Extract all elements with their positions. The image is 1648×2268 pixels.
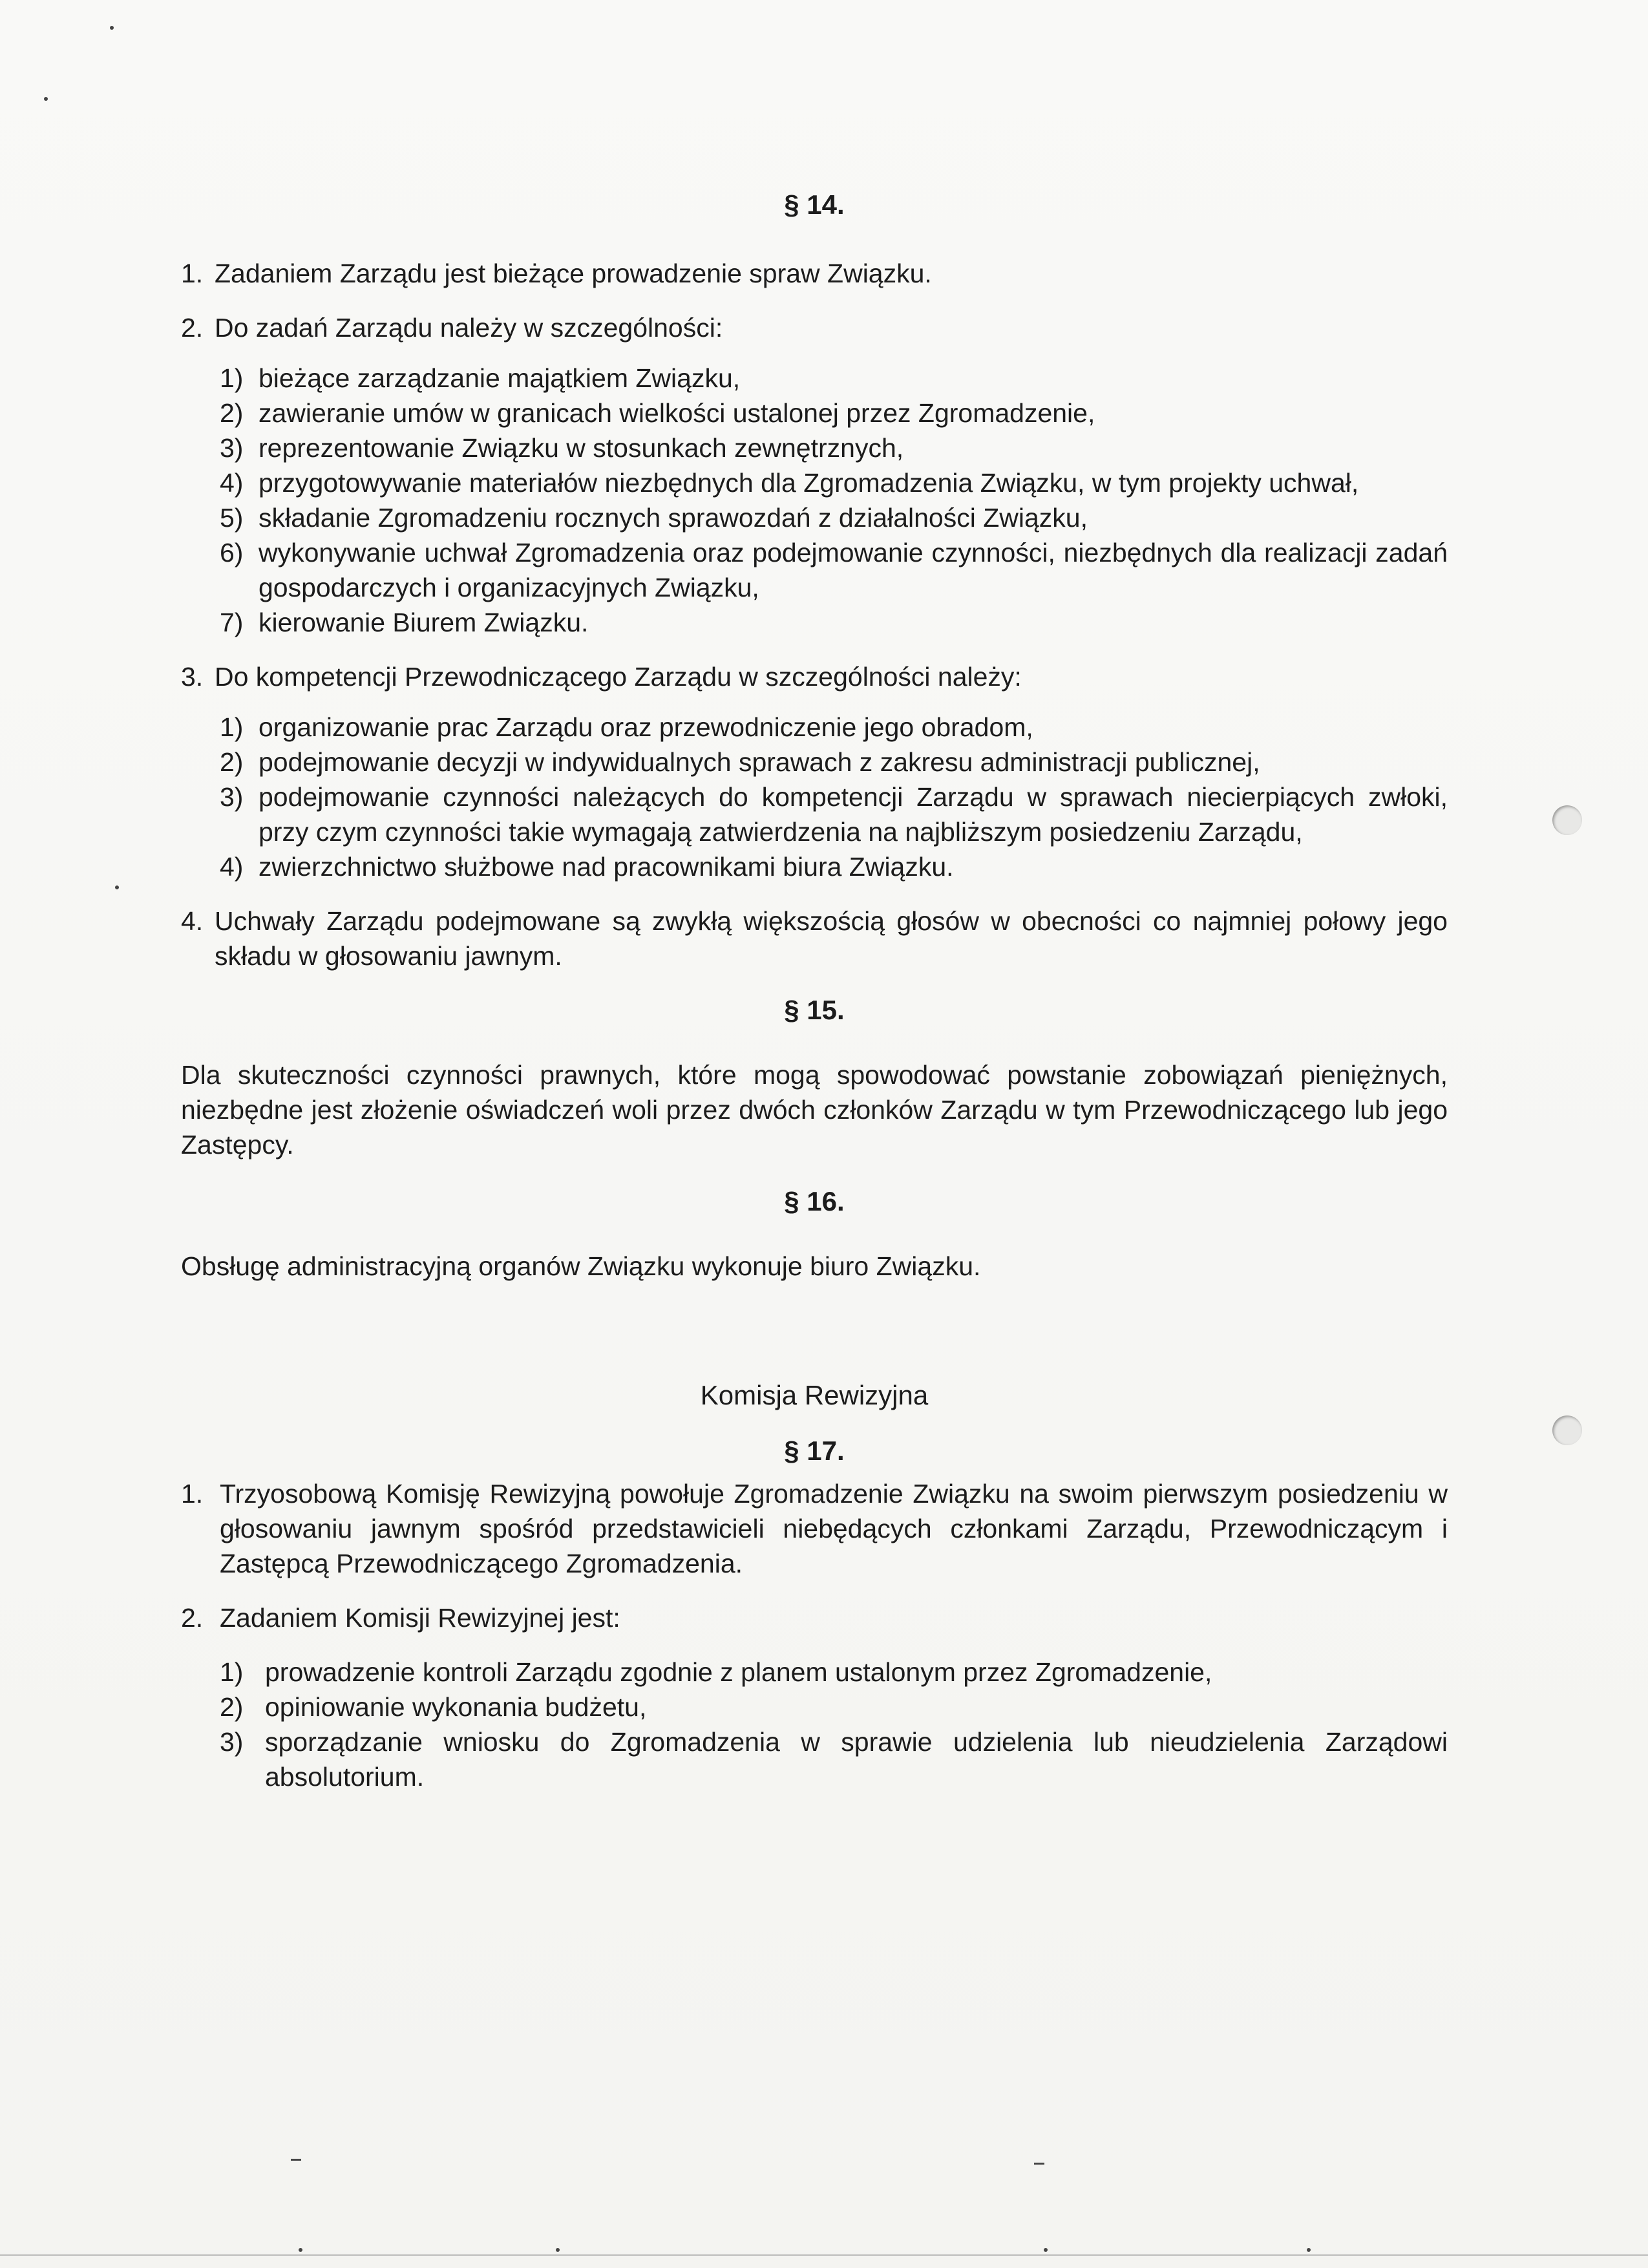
list-item	[181, 535, 1448, 605]
paragraph-number: 4.	[181, 906, 204, 936]
list-item	[181, 430, 1448, 465]
item-text: zawieranie umów w granicach wielkości ustalonej przez Zgromadzenie,	[259, 398, 1095, 428]
item-number: 5)	[220, 503, 244, 533]
section-15-heading: § 15.	[784, 995, 845, 1025]
item-number: 1)	[220, 363, 244, 393]
item-text: podejmowanie czynności należących do kompetencji Zarządu w sprawach niecierpiących zwłoki, przy czym czynności takie wymagają zatwierdzenia na najbliższym posiedzeniu Zarządu,	[259, 782, 1448, 847]
paragraph-text: Trzyosobową Komisję Rewizyjną powołuje Zgromadzenie Związku na swoim pierwszym posiedzeniu w głosowaniu jawnym spośród przedstawicieli niebędących członkami Zarządu, Przewodniczącym i Zastępcą Przewodniczącego Zgromadzenia.	[220, 1479, 1448, 1578]
list-item	[181, 605, 1448, 640]
item-number: 1)	[220, 1657, 244, 1687]
s17-paragraph-2	[181, 1600, 1448, 1635]
item-number: 2)	[220, 747, 244, 777]
paragraph-text: Uchwały Zarządu podejmowane są zwykłą większością głosów w obecności co najmniej połowy jego składu w głosowaniu jawnym.	[215, 906, 1448, 971]
s14-paragraph-4	[181, 904, 1448, 973]
item-number: 2)	[220, 1692, 244, 1722]
s16-paragraph: Obsługę administracyjną organów Związku wykonuje biuro Związku.	[181, 1251, 981, 1281]
punch-hole-lower	[1552, 1415, 1582, 1445]
s17-paragraph-1	[181, 1476, 1448, 1581]
list-item	[181, 1690, 1448, 1724]
scan-edge	[0, 2254, 1648, 2256]
list-item	[181, 1724, 1448, 1794]
paragraph-number: 2.	[181, 1603, 204, 1633]
scan-mark	[291, 2159, 301, 2161]
paragraph-number: 1.	[181, 1479, 204, 1509]
section-17-heading: § 17.	[784, 1436, 845, 1466]
punch-hole-upper	[1552, 805, 1582, 835]
s14-paragraph-3	[181, 659, 1448, 694]
item-number: 3)	[220, 433, 244, 463]
item-text: opiniowanie wykonania budżetu,	[265, 1692, 647, 1722]
section-16-heading: § 16.	[784, 1186, 845, 1216]
list-item	[181, 710, 1448, 745]
item-text: przygotowywanie materiałów niezbędnych dla Zgromadzenia Związku, w tym projekty uchwał,	[259, 468, 1359, 498]
s17-p2-list	[181, 1655, 1448, 1794]
item-text: kierowanie Biurem Związku.	[259, 608, 589, 637]
item-text: wykonywanie uchwał Zgromadzenia oraz podejmowanie czynności, niezbędnych dla realizacji zadań gospodarczych i organizacyjnych Związku,	[259, 538, 1448, 602]
paragraph-text: Do kompetencji Przewodniczącego Zarządu w szczególności należy:	[215, 662, 1022, 692]
item-text: reprezentowanie Związku w stosunkach zewnętrznych,	[259, 433, 904, 463]
list-item	[181, 396, 1448, 430]
item-number: 3)	[220, 782, 244, 812]
list-item	[181, 1655, 1448, 1690]
scan-mark	[1034, 2163, 1044, 2165]
item-text: składanie Zgromadzeniu rocznych sprawozdań z działalności Związku,	[259, 503, 1088, 533]
list-item	[181, 745, 1448, 779]
item-number: 1)	[220, 712, 244, 742]
paragraph-number: 1.	[181, 259, 204, 288]
s14-paragraph-2	[181, 310, 1448, 345]
list-item	[181, 500, 1448, 535]
scan-speck	[299, 2248, 302, 2252]
scan-speck	[1044, 2248, 1048, 2252]
scan-speck	[44, 97, 48, 101]
paragraph-text: Do zadań Zarządu należy w szczególności:	[215, 313, 723, 343]
item-text: podejmowanie decyzji w indywidualnych sprawach z zakresu administracji publicznej,	[259, 747, 1260, 777]
scan-speck	[110, 26, 114, 30]
document-body	[181, 187, 1448, 1794]
list-item	[181, 465, 1448, 500]
item-number: 3)	[220, 1727, 244, 1757]
item-text: bieżące zarządzanie majątkiem Związku,	[259, 363, 741, 393]
scan-speck	[556, 2248, 560, 2252]
section-14-heading: § 14.	[784, 189, 845, 220]
chapter-title: Komisja Rewizyjna	[700, 1380, 929, 1410]
s14-p3-list	[181, 710, 1448, 884]
item-text: zwierzchnictwo służbowe nad pracownikami biura Związku.	[259, 852, 954, 882]
item-number: 4)	[220, 852, 244, 882]
paragraph-text: Zadaniem Komisji Rewizyjnej jest:	[220, 1603, 620, 1633]
s14-p2-list	[181, 361, 1448, 640]
paragraph-number: 3.	[181, 662, 204, 692]
list-item	[181, 779, 1448, 849]
list-item	[181, 849, 1448, 884]
item-text: prowadzenie kontroli Zarządu zgodnie z planem ustalonym przez Zgromadzenie,	[265, 1657, 1212, 1687]
paragraph-number: 2.	[181, 313, 204, 343]
list-item	[181, 361, 1448, 396]
item-number: 4)	[220, 468, 244, 498]
scan-speck	[115, 885, 119, 889]
item-number: 6)	[220, 538, 244, 567]
item-number: 2)	[220, 398, 244, 428]
item-number: 7)	[220, 608, 244, 637]
paragraph-text: Zadaniem Zarządu jest bieżące prowadzenie spraw Związku.	[215, 259, 932, 288]
scan-speck	[1307, 2248, 1311, 2252]
s15-paragraph: Dla skuteczności czynności prawnych, które mogą spowodować powstanie zobowiązań pieniężnych, niezbędne jest złożenie oświadczeń woli przez dwóch członków Zarządu w tym Przewodniczącego lub jego Zastępcy.	[181, 1060, 1448, 1160]
item-text: organizowanie prac Zarządu oraz przewodniczenie jego obradom,	[259, 712, 1033, 742]
item-text: sporządzanie wniosku do Zgromadzenia w sprawie udzielenia lub nieudzielenia Zarządowi absolutorium.	[265, 1727, 1448, 1792]
s14-paragraph-1	[181, 256, 1448, 291]
